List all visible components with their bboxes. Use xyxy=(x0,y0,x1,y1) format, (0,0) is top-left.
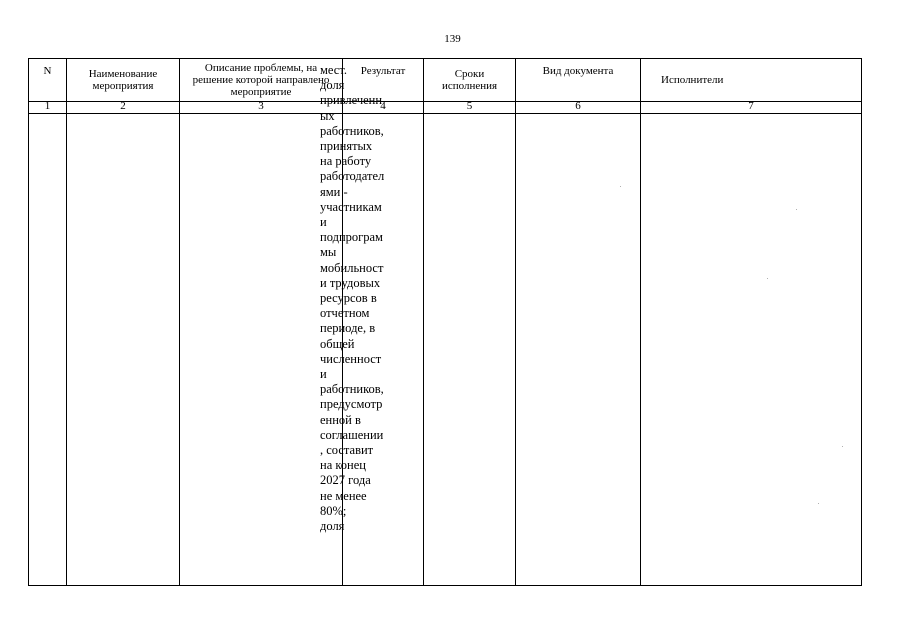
header-executors: Исполнители xyxy=(661,74,724,86)
column-divider xyxy=(179,59,180,585)
scan-speck xyxy=(842,446,843,447)
header-event-name: Наименование мероприятия xyxy=(88,68,158,92)
header-deadlines: Сроки исполнения xyxy=(441,68,498,92)
column-number: 6 xyxy=(575,100,581,112)
header-problem-description: Описание проблемы, на решение которой направлено мероприятие xyxy=(192,62,330,98)
column-divider xyxy=(66,59,67,585)
page-number: 139 xyxy=(444,33,461,45)
column-number: 4 xyxy=(380,100,386,112)
scan-speck xyxy=(796,209,797,210)
header-document-type: Вид документа xyxy=(542,65,614,77)
scan-speck xyxy=(818,503,819,504)
column-divider xyxy=(515,59,516,585)
column-number: 7 xyxy=(748,100,754,112)
column-number: 2 xyxy=(120,100,126,112)
scan-speck xyxy=(620,186,621,187)
column-number: 5 xyxy=(466,100,473,112)
column-number: 1 xyxy=(44,100,51,112)
column-divider xyxy=(423,59,424,585)
column-number: 3 xyxy=(258,100,264,112)
result-cell-text: мест. доля привлеченн ых работников, принятых на работу работодател ями - участникам и подпрограм мы мобильност и трудовых ресурсов в отчетном периоде, в общей численност и работников, предусмотр енной в соглашении , составит на конец 2027 года не менее 80%; доля xyxy=(320,63,385,534)
table xyxy=(28,58,862,586)
header-result: Результат xyxy=(360,65,406,77)
column-divider xyxy=(640,59,641,585)
scan-speck xyxy=(767,278,768,279)
header-n: N xyxy=(43,65,52,77)
number-row-divider xyxy=(29,113,861,114)
